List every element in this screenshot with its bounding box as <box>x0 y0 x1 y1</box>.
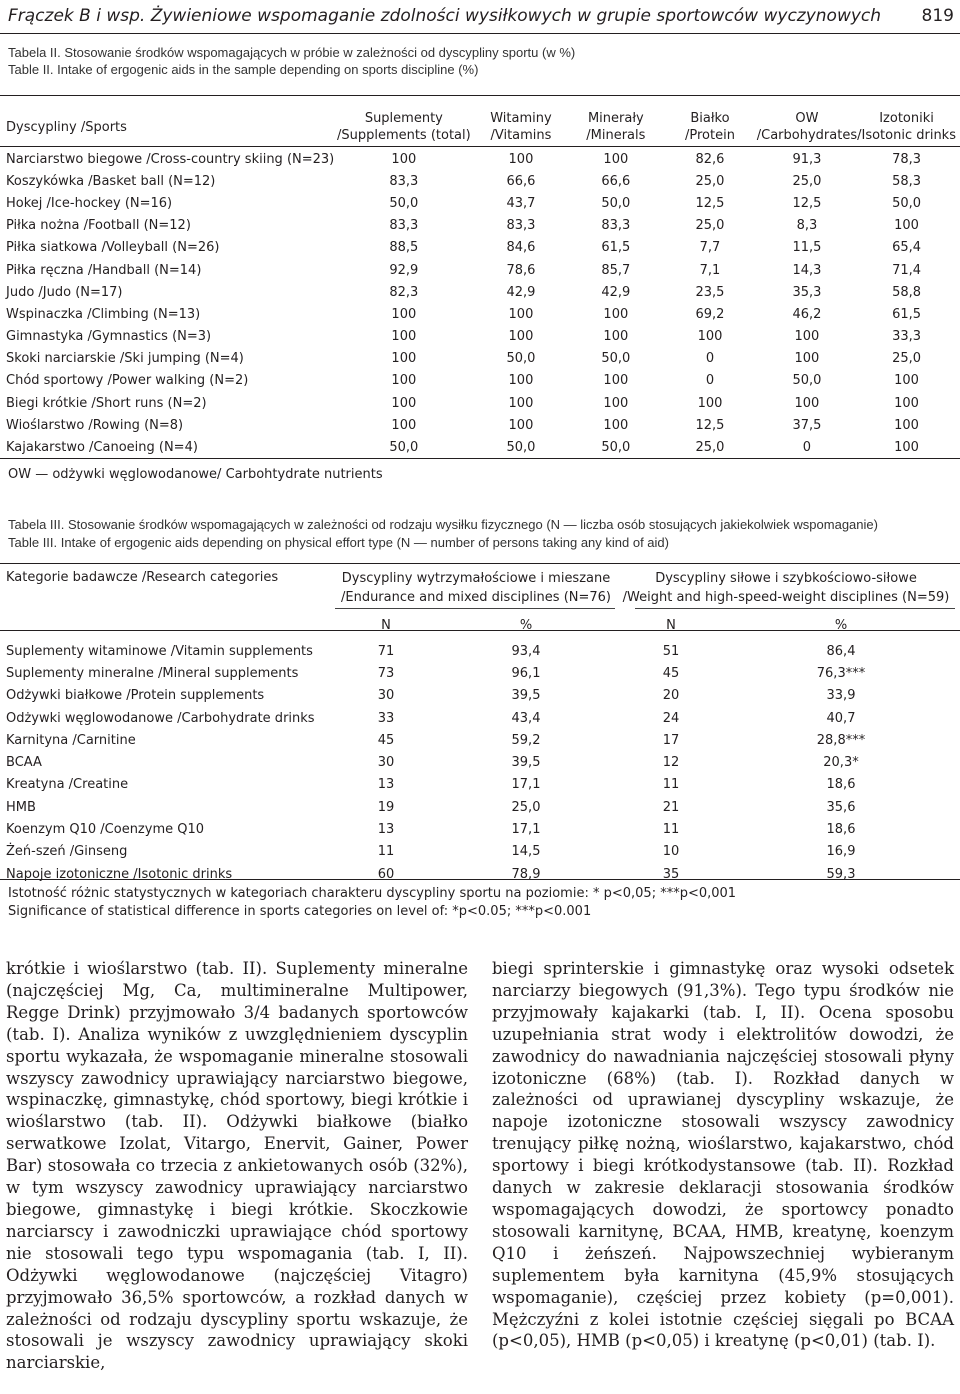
table2-cell-value: 25,0 <box>892 351 922 367</box>
table3-cell-value: 30 <box>377 688 395 704</box>
table3-row <box>6 685 956 707</box>
table3-cell-value: 60 <box>377 866 395 882</box>
table2-row <box>6 281 956 303</box>
table3-row <box>6 729 956 751</box>
table2-header-minerals: Minerały /Minerals <box>586 111 646 143</box>
table3-header-weight: Dyscypliny siłowe i szybkościowo-siłowe /Weight and high-speed-weight disciplines (N=59) <box>622 571 950 605</box>
table2-cell-value: 25,0 <box>792 173 822 189</box>
table3-cell-value: 96,1 <box>511 665 541 681</box>
table2-cell-value: 50,0 <box>601 351 631 367</box>
table3-cell-value: 10 <box>662 844 680 860</box>
table3-cell-value: 25,0 <box>511 799 541 815</box>
table2-cell-value: 100 <box>391 373 417 389</box>
table2-cell-value: 82,3 <box>389 284 419 300</box>
table2-header-row <box>6 106 956 148</box>
table3-cell-value: 43,4 <box>511 710 541 726</box>
table3-cell-category: Żeń-szeń /Ginseng <box>6 844 128 860</box>
table2-cell-value: 61,5 <box>601 240 631 256</box>
table3-header-endurance: Dyscypliny wytrzymałościowe i mieszane /Endurance and mixed disciplines (N=76) <box>340 571 611 605</box>
table3-cell-value: 20,3* <box>823 755 859 771</box>
table2-cell-value: 7,1 <box>699 262 721 278</box>
table2-footnote: OW — odżywki węglowodanowe/ Carbohtydrate nutrients <box>8 467 383 482</box>
table3-cell-value: 59,3 <box>826 866 856 882</box>
table2-cell-value: 100 <box>508 417 534 433</box>
table3-cell-category: Odżywki węglowodanowe /Carbohydrate drinks <box>6 710 315 726</box>
table3-cell-value: 20 <box>662 688 680 704</box>
table2-row <box>6 259 956 281</box>
table3-cell-value: 13 <box>377 822 395 838</box>
table3-cell-value: 12 <box>662 755 680 771</box>
table3-header-rule <box>0 630 960 631</box>
table3-caption-en: Table III. Intake of ergogenic aids depending on physical effort type (N — number of persons taking any kind of aid) <box>8 535 669 550</box>
table2-cell-value: 100 <box>697 329 723 345</box>
table2-cell-value: 100 <box>603 417 629 433</box>
table2-cell-value: 50,0 <box>601 440 631 456</box>
table2-cell-sport: Narciarstwo biegowe /Cross-country skiing (N=23) <box>6 151 335 167</box>
table3-cell-value: 21 <box>662 799 680 815</box>
table3-cell-category: Kreatyna /Creatine <box>6 777 129 793</box>
table2-cell-value: 83,3 <box>389 173 419 189</box>
table2-cell-value: 23,5 <box>695 284 725 300</box>
table3-cell-value: 11 <box>662 822 680 838</box>
table2-cell-value: 50,0 <box>506 440 536 456</box>
table3-cell-category: BCAA <box>6 755 42 771</box>
table3-caption-pl: Tabela III. Stosowanie środków wspomagających w zależności od rodzaju wysiłku fizycznego (N — liczba osób stosujących jakiekolwiek wspomaganie) <box>8 517 878 532</box>
table3-cell-value: 78,9 <box>511 866 541 882</box>
body-column-right: biegi sprinterskie i gimnastykę oraz wysoki odsetek narciarzy biegowych (91,3%). Tego typu środków nie przyjmowały kajakarki (tab. I, II). Ocena sposobu uzupełniania strat wody i elektrolitów dowodzi, że zawodnicy do nawadniania najczęściej stosowali płyny izotoniczne (68%) (tab. I). Rozkład danych w zależności od uprawianej dyscypliny wskazuje, że napoje izotoniczne stosowali wszyscy zawodnicy trenujący piłkę nożną, wioślarstwo, kajakarstwo, chód sportowy i biegi krótkodystansowe (tab. II). Rozkład danych w zakresie deklaracji stosowania środków wspomagających dowodzi, że sportowcy ponadto stosowali karnitynę, BCAA, HMB, kreatynę, koenzym Q10 i żeńszeń. Najpowszechniej wybieranym suplementem była karnityna (45,9% stosujących wspomaganie), częściej przez kobiety (p=0,001). Mężczyźni z kolei istotnie częściej sięgali po BCAA (p<0,05), HMB (p<0,05) i kreatynę (p<0,01) (tab. I). <box>492 959 954 1351</box>
table2-cell-value: 42,9 <box>506 284 536 300</box>
table2-cell-value: 7,7 <box>699 240 721 256</box>
running-title: Frączek B i wsp. Żywieniowe wspomaganie zdolności wysiłkowych w grupie sportowców wyczynowych <box>8 6 882 26</box>
table3-cell-value: 19 <box>377 799 395 815</box>
table2-cell-value: 0 <box>705 373 715 389</box>
table3-cell-value: 93,4 <box>511 643 541 659</box>
table2-row <box>6 170 956 192</box>
table2-cell-value: 0 <box>802 440 812 456</box>
table2-cell-value: 35,3 <box>792 284 822 300</box>
table2-cell-value: 91,3 <box>792 151 822 167</box>
table2-cell-value: 43,7 <box>506 195 536 211</box>
table3-row <box>6 796 956 818</box>
table2-cell-value: 61,5 <box>892 306 922 322</box>
table2-cell-value: 100 <box>391 306 417 322</box>
table2-cell-sport: Piłka ręczna /Handball (N=14) <box>6 262 202 278</box>
table3-cell-value: 18,6 <box>826 777 856 793</box>
table2-cell-value: 100 <box>391 351 417 367</box>
table3-cell-value: 33,9 <box>826 688 856 704</box>
table2-row <box>6 392 956 414</box>
table2-cell-sport: Koszykówka /Basket ball (N=12) <box>6 173 216 189</box>
table3-group2-rule <box>635 608 955 609</box>
header-rule <box>0 33 960 34</box>
table3-note-pl: Istotność różnic statystycznych w kategoriach charakteru dyscypliny sportu na poziomie: * p<0,05; ***p<0,001 <box>8 886 737 901</box>
table2-header-protein: Białko /Protein <box>685 111 735 143</box>
table2-cell-value: 85,7 <box>601 262 631 278</box>
table2-header-sports: Dyscypliny /Sports <box>6 119 127 135</box>
table2-cell-value: 100 <box>391 151 417 167</box>
table2-cell-value: 25,0 <box>695 218 725 234</box>
table2-cell-value: 100 <box>894 218 919 234</box>
table2-cell-value: 100 <box>508 373 534 389</box>
table3-cell-value: 17,1 <box>511 777 541 793</box>
table2-cell-value: 65,4 <box>892 240 922 256</box>
table2-cell-value: 12,5 <box>695 195 725 211</box>
table3 <box>6 568 956 885</box>
table2-cell-sport: Kajakarstwo /Canoeing (N=4) <box>6 440 198 456</box>
table2-cell-value: 69,2 <box>695 306 725 322</box>
table2-cell-value: 100 <box>894 440 919 456</box>
table2-cell-value: 100 <box>794 351 820 367</box>
table2-cell-value: 11,5 <box>792 240 822 256</box>
table2-top-rule <box>0 95 960 96</box>
table2-cell-value: 12,5 <box>695 417 725 433</box>
table3-cell-value: 11 <box>662 777 680 793</box>
table2-cell-value: 12,5 <box>792 195 822 211</box>
table2-cell-sport: Wspinaczka /Climbing (N=13) <box>6 306 201 322</box>
table2-cell-value: 14,3 <box>792 262 822 278</box>
table3-cell-category: HMB <box>6 799 36 815</box>
table3-subheader-n1: N <box>381 617 391 633</box>
table3-bottom-rule <box>0 879 960 880</box>
table3-cell-value: 14,5 <box>511 844 541 860</box>
table2-cell-sport: Wioślarstwo /Rowing (N=8) <box>6 417 184 433</box>
table3-cell-value: 51 <box>662 643 680 659</box>
page-number: 819 <box>921 6 954 26</box>
table2-cell-value: 50,0 <box>601 195 631 211</box>
table3-cell-value: 28,8*** <box>816 732 866 748</box>
table3-cell-value: 17,1 <box>511 822 541 838</box>
table3-cell-value: 17 <box>662 732 680 748</box>
table2-caption-en: Table II. Intake of ergogenic aids in the sample depending on sports discipline (%) <box>8 62 479 77</box>
table2-cell-value: 100 <box>508 151 534 167</box>
table2-cell-value: 82,6 <box>695 151 725 167</box>
table3-cell-value: 13 <box>377 777 395 793</box>
table2-cell-value: 46,2 <box>792 306 822 322</box>
table2-cell-value: 100 <box>603 373 629 389</box>
table3-subheader-n2: N <box>666 617 676 633</box>
table3-group1-rule <box>335 608 615 609</box>
table2-header-vitamins: Witaminy /Vitamins <box>490 111 552 143</box>
table3-note-en: Significance of statistical difference in sports categories on level of: *p<0.05; ***p<0.001 <box>8 904 592 919</box>
table2-cell-value: 83,3 <box>601 218 631 234</box>
table2-cell-sport: Biegi krótkie /Short runs (N=2) <box>6 395 207 411</box>
table3-cell-value: 76,3*** <box>816 665 866 681</box>
table3-cell-value: 39,5 <box>511 755 541 771</box>
table2-cell-value: 58,8 <box>892 284 922 300</box>
table2-row <box>6 192 956 214</box>
table2-cell-value: 83,3 <box>506 218 536 234</box>
table2-cell-value: 50,0 <box>792 373 822 389</box>
table3-cell-category: Karnityna /Carnitine <box>6 732 136 748</box>
table3-row <box>6 863 956 885</box>
table3-cell-category: Napoje izotoniczne /Isotonic drinks <box>6 866 233 882</box>
table2 <box>6 106 956 459</box>
table3-cell-category: Suplementy witaminowe /Vitamin supplements <box>6 643 313 659</box>
table2-cell-value: 100 <box>603 151 629 167</box>
table3-cell-value: 18,6 <box>826 822 856 838</box>
table2-cell-sport: Judo /Judo (N=17) <box>6 284 123 300</box>
table2-cell-value: 25,0 <box>695 173 725 189</box>
table2-cell-value: 100 <box>391 329 417 345</box>
table2-cell-value: 66,6 <box>601 173 631 189</box>
table2-cell-value: 8,3 <box>796 218 818 234</box>
table2-cell-sport: Piłka siatkowa /Volleyball (N=26) <box>6 240 220 256</box>
table2-cell-value: 71,4 <box>892 262 922 278</box>
table2-cell-sport: Piłka nożna /Football (N=12) <box>6 218 191 234</box>
table2-cell-sport: Chód sportowy /Power walking (N=2) <box>6 373 249 389</box>
table3-cell-value: 16,9 <box>826 844 856 860</box>
table3-cell-value: 24 <box>662 710 680 726</box>
table3-cell-value: 73 <box>377 665 395 681</box>
table3-cell-value: 45 <box>662 665 680 681</box>
table3-cell-category: Suplementy mineralne /Mineral supplements <box>6 665 299 681</box>
table2-caption-pl: Tabela II. Stosowanie środków wspomagających w próbie w zależności od dyscypliny sportu (w %) <box>8 45 576 60</box>
running-header <box>0 0 960 34</box>
table3-row <box>6 818 956 840</box>
table2-row <box>6 148 956 170</box>
table2-row <box>6 303 956 325</box>
table2-cell-value: 100 <box>794 329 820 345</box>
table3-cell-value: 35 <box>662 866 680 882</box>
table2-cell-value: 37,5 <box>792 417 822 433</box>
table3-cell-value: 71 <box>377 643 395 659</box>
table3-row <box>6 841 956 863</box>
table2-cell-value: 100 <box>794 395 820 411</box>
table2-cell-value: 0 <box>705 351 715 367</box>
table3-cell-value: 30 <box>377 755 395 771</box>
table2-row <box>6 370 956 392</box>
table3-cell-value: 40,7 <box>826 710 856 726</box>
table3-row <box>6 662 956 684</box>
table2-cell-value: 100 <box>894 395 919 411</box>
table2-cell-value: 50,0 <box>389 195 419 211</box>
table2-cell-value: 100 <box>697 395 723 411</box>
table3-row <box>6 751 956 773</box>
table2-header-rule <box>0 146 960 147</box>
table3-cell-value: 11 <box>377 844 395 860</box>
table2-cell-sport: Skoki narciarskie /Ski jumping (N=4) <box>6 351 244 367</box>
table2-cell-value: 100 <box>391 417 417 433</box>
table3-cell-category: Koenzym Q10 /Coenzyme Q10 <box>6 822 205 838</box>
table2-row <box>6 436 956 458</box>
table2-cell-value: 42,9 <box>601 284 631 300</box>
table3-header-category: Kategorie badawcze /Research categories <box>6 570 279 585</box>
table2-cell-value: 50,0 <box>892 195 922 211</box>
table2-cell-value: 25,0 <box>695 440 725 456</box>
table2-cell-value: 33,3 <box>892 329 922 345</box>
table3-cell-value: 86,4 <box>826 643 856 659</box>
table3-subheader-row <box>6 610 956 640</box>
table2-cell-value: 50,0 <box>506 351 536 367</box>
table3-cell-value: 45 <box>377 732 395 748</box>
table2-cell-value: 100 <box>894 417 919 433</box>
table2-row <box>6 215 956 237</box>
table2-row <box>6 348 956 370</box>
table3-row <box>6 640 956 662</box>
table3-row <box>6 774 956 796</box>
table3-subheader-pct1: % <box>519 617 533 633</box>
table2-cell-value: 88,5 <box>389 240 419 256</box>
table2-cell-sport: Gimnastyka /Gymnastics (N=3) <box>6 329 212 345</box>
table3-cell-value: 39,5 <box>511 688 541 704</box>
table3-group-header-row <box>6 568 956 610</box>
table2-cell-value: 100 <box>508 395 534 411</box>
table2-cell-value: 50,0 <box>389 440 419 456</box>
table2-cell-value: 58,3 <box>892 173 922 189</box>
table2-cell-value: 83,3 <box>389 218 419 234</box>
table3-cell-value: 33 <box>377 710 395 726</box>
table2-cell-value: 100 <box>391 395 417 411</box>
table3-row <box>6 707 956 729</box>
body-column-left: krótkie i wioślarstwo (tab. II). Suplementy mineralne (najczęściej Mg, Ca, multimineralne Multipower, Regge Drink) przyjmowało 3/4 badanych sportowców (tab. I). Analiza wyników z uwzględnieniem dyscyplin sportu wykazała, że wspomaganie mineralne stosowali wszyscy zawodnicy uprawiający narciarstwo biegowe, wspinaczkę, gimnastykę, chód sportowy, biegi krótkie i wioślarstwo (tab. II). Odżywki białkowe (białko serwatkowe Izolat, Vitargo, Enervit, Gainer, Power Bar) stosowała co trzecia z ankietowanych osób (32%), w tym wszyscy zawodnicy uprawiający narciarstwo biegowe, gimnastykę i biegi krótkie. Skoczkowie narciarscy i zawodniczki uprawiające chód sportowy nie stosowali tego typu wspomagania (tab. I, II). Odżywki węglowodanowe (najczęściej Vitagro) przyjmowało 36,5% sportowców, a rozkład danych w zależności od rodzaju dyscypliny sportu wskazuje, że stosowali je wszyscy zawodnicy uprawiający skoki narciarskie, <box>6 959 468 1373</box>
table2-cell-value: 66,6 <box>506 173 536 189</box>
table2-bottom-rule <box>0 458 960 459</box>
table2-cell-value: 92,9 <box>389 262 419 278</box>
table2-cell-value: 78,3 <box>892 151 922 167</box>
table3-cell-value: 59,2 <box>511 732 541 748</box>
table2-header-supplements: Suplementy /Supplements (total) <box>336 111 471 143</box>
table2-row <box>6 237 956 259</box>
table2-cell-value: 100 <box>603 395 629 411</box>
table2-cell-value: 100 <box>508 329 534 345</box>
table3-cell-category: Odżywki białkowe /Protein supplements <box>6 688 265 704</box>
table2-cell-value: 100 <box>603 329 629 345</box>
table2-header-carbohydrates: OW /Carbohydrates <box>756 111 858 143</box>
table3-subheader-pct2: % <box>834 617 848 633</box>
table2-row <box>6 326 956 348</box>
table2-cell-value: 100 <box>508 306 534 322</box>
table2-cell-value: 100 <box>894 373 919 389</box>
table3-cell-value: 35,6 <box>826 799 856 815</box>
table2-header-isotonic: Izotoniki /Isotonic drinks <box>857 111 956 143</box>
table2-cell-sport: Hokej /Ice-hockey (N=16) <box>6 195 173 211</box>
table2-cell-value: 84,6 <box>506 240 536 256</box>
table2-cell-value: 78,6 <box>506 262 536 278</box>
table2-row <box>6 414 956 436</box>
table2-cell-value: 100 <box>603 306 629 322</box>
table3-top-rule <box>0 563 960 564</box>
